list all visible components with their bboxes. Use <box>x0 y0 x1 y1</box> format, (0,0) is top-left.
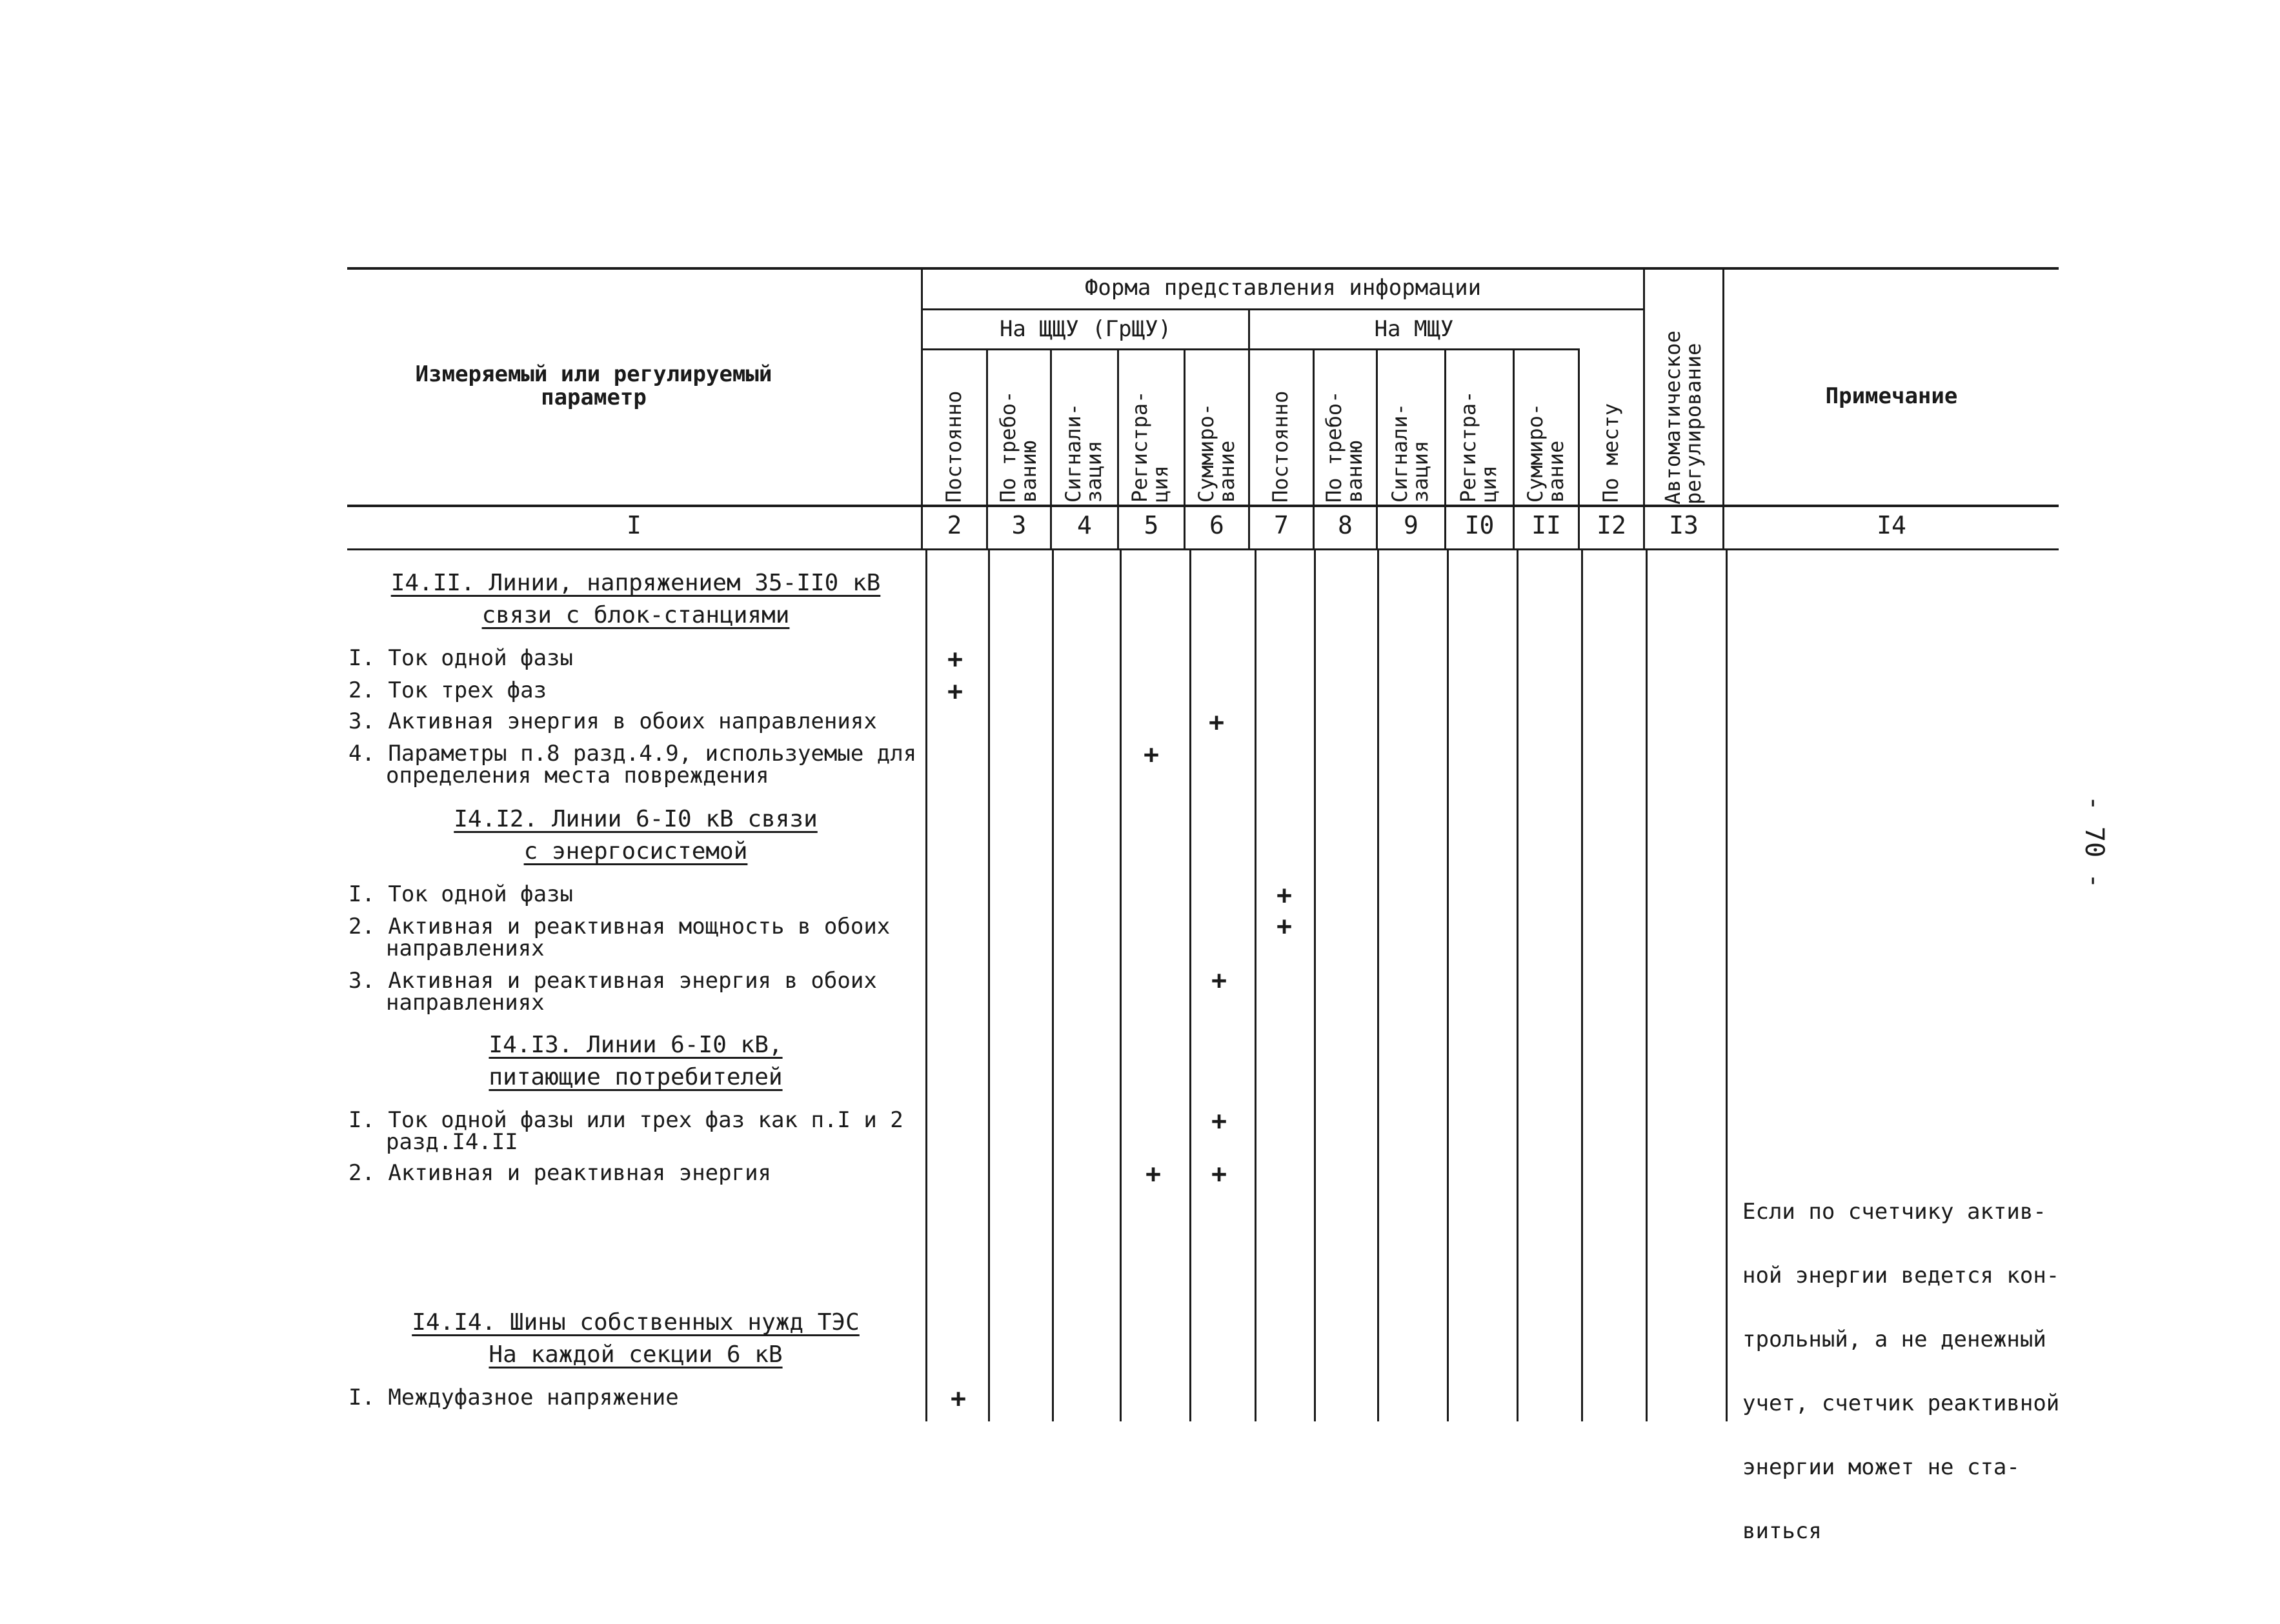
param-label-line-2: параметр <box>541 385 647 410</box>
row-text: I. Междуфазное напряжение <box>348 1385 679 1410</box>
body-col-line-10 <box>1517 550 1518 1421</box>
body-col-line-12 <box>1646 550 1648 1421</box>
row-text: 2. Активная и реактивная мощность в обоих <box>348 914 891 939</box>
row-text: 3. Активная и реактивная энергия в обоих <box>348 968 877 994</box>
col-number-7: 7 <box>1274 511 1289 539</box>
col-header-9: Сигнали- зация <box>1387 403 1433 503</box>
section-heading-14-11-line-2: связи с блок-станциями <box>481 602 790 628</box>
plus-mark: + <box>1211 1107 1227 1136</box>
col-number-14: I4 <box>1877 511 1906 539</box>
note-line-4: учет, счетчик реактивной <box>1742 1390 2060 1416</box>
row-text: I. Ток одной фазы или трех фаз как п.I и 2 <box>348 1107 903 1133</box>
col-divider-14 <box>1722 267 1724 548</box>
group-title-rule <box>922 348 1580 350</box>
section-heading-14-13-line-1: I4.I3. Линии 6-I0 кВ, <box>489 1032 783 1058</box>
col-header-3: По требо- ванию <box>996 390 1041 503</box>
col-header-6: Суммиро- вание <box>1194 403 1239 503</box>
body-col-line-9 <box>1447 550 1449 1421</box>
note-column-label: Примечание <box>1825 383 1958 409</box>
section-heading-14-14-line-1: I4.I4. Шины собственных нужд ТЭС <box>412 1309 860 1336</box>
plus-mark: + <box>1211 1159 1227 1189</box>
col-header-10: Регистра- ция <box>1456 390 1501 503</box>
col-header-2: Постоянно <box>942 390 966 503</box>
col-number-1: I <box>627 511 641 539</box>
row-text: 3. Активная энергия в обоих направлениях <box>348 708 877 734</box>
col-header-13: Автоматическое регулирование <box>1660 330 1706 505</box>
section-heading-14-11-line-1: I4.II. Линии, напряжением 35-II0 кВ <box>390 570 881 596</box>
row-text: I. Ток одной фазы <box>348 645 573 671</box>
group-shchu-title: На ЩЩУ (ГрЩУ) <box>999 316 1172 342</box>
col-header-7: Постоянно <box>1268 390 1293 503</box>
numbers-bottom-rule <box>347 548 2059 550</box>
plus-mark: + <box>950 1384 967 1414</box>
col-header-5: Регистра- ция <box>1127 390 1173 503</box>
body-col-line-8 <box>1377 550 1379 1421</box>
param-label-line-1: Измеряемый или регулируемый <box>415 361 772 387</box>
row-text-continuation: определения места повреждения <box>386 763 769 788</box>
row-text: 4. Параметры п.8 разд.4.9, используемые для <box>348 741 917 767</box>
col-number-6: 6 <box>1209 511 1224 539</box>
note-line-1: Если по счетчику актив- <box>1742 1199 2046 1225</box>
col-number-11: II <box>1531 511 1561 539</box>
note-line-3: трольный, а не денежный <box>1742 1327 2046 1352</box>
col-header-12: По месту <box>1599 403 1623 503</box>
note-line-2: ной энергии ведется кон- <box>1742 1263 2060 1288</box>
header-bottom-rule <box>347 505 2059 507</box>
form-title-rule <box>922 308 1644 310</box>
note-line-5: энергии может не ста- <box>1742 1454 2020 1480</box>
plus-mark: + <box>1276 912 1293 941</box>
plus-mark: + <box>1145 1159 1162 1189</box>
col-header-8: По требо- ванию <box>1322 390 1367 503</box>
plus-mark: + <box>1208 708 1225 737</box>
body-col-line-2 <box>988 550 990 1421</box>
row-text: 2. Ток трех фаз <box>348 677 547 703</box>
row-text-continuation: направлениях <box>386 990 545 1016</box>
body-col-line-5 <box>1189 550 1191 1421</box>
col-number-13: I3 <box>1669 511 1699 539</box>
col-divider-13 <box>1643 267 1645 548</box>
col-number-4: 4 <box>1077 511 1092 539</box>
col-number-8: 8 <box>1338 511 1353 539</box>
section-heading-14-14-line-2: На каждой секции 6 кВ <box>489 1341 783 1368</box>
plus-mark: + <box>1211 966 1227 996</box>
col-number-2: 2 <box>947 511 962 539</box>
col-divider-1 <box>921 267 923 548</box>
row-text: 2. Активная и реактивная энергия <box>348 1160 772 1186</box>
plus-mark: + <box>1276 881 1293 910</box>
body-col-line-6 <box>1255 550 1256 1421</box>
plus-mark: + <box>947 645 963 674</box>
col-number-12: I2 <box>1597 511 1626 539</box>
col-number-3: 3 <box>1011 511 1027 539</box>
note-line-6: виться <box>1742 1518 1822 1544</box>
col-number-5: 5 <box>1144 511 1159 539</box>
body-col-line-13 <box>1726 550 1728 1421</box>
row-text-continuation: направлениях <box>386 936 545 961</box>
body-col-line-4 <box>1120 550 1122 1421</box>
param-column-label <box>400 363 787 409</box>
body-col-line-3 <box>1052 550 1054 1421</box>
row-text: I. Ток одной фазы <box>348 881 573 907</box>
section-heading-14-12-line-2: с энергосистемой <box>523 838 748 865</box>
row-text-continuation: разд.I4.II <box>386 1129 518 1155</box>
col-header-11: Суммиро- вание <box>1523 403 1568 503</box>
plus-mark: + <box>947 677 963 707</box>
body-col-line-7 <box>1314 550 1316 1421</box>
col-header-4: Сигнали- зация <box>1061 403 1106 503</box>
body-col-line-1 <box>925 550 927 1421</box>
page-number: - 70 - <box>2079 795 2109 889</box>
note-text <box>1742 1159 2059 1585</box>
col-number-9: 9 <box>1404 511 1418 539</box>
section-heading-14-13-line-2: питающие потребителей <box>489 1064 783 1090</box>
group-mshu-title: На МЩУ <box>1374 316 1454 342</box>
plus-mark: + <box>1143 740 1160 770</box>
col-number-10: I0 <box>1464 511 1495 539</box>
table-top-rule <box>347 267 2059 270</box>
body-col-line-11 <box>1581 550 1583 1421</box>
form-title: Форма представления информации <box>1084 275 1482 301</box>
section-heading-14-12-line-1: I4.I2. Линии 6-I0 кВ связи <box>454 806 818 832</box>
